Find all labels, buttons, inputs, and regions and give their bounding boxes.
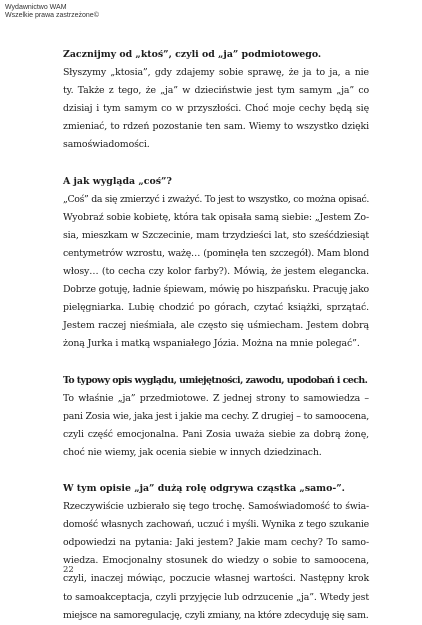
text-line: domość własnych zachowań, uczuć i myśli. Wynika z tego szukanie xyxy=(63,519,369,531)
text-line: zmieniać, to rdzeń pozostanie ten sam. Wiemy to wszystko dzięki xyxy=(63,121,369,133)
text-line: to samoakceptacja, czyli przyjęcie lub odrzucenie „ja”. Wtedy jest xyxy=(63,591,369,603)
text-line: Słyszymy „ktosia”, gdy zdajemy sobie sprawę, że ja to ja, a nie xyxy=(63,67,369,79)
text-line: sia, mieszkam w Szczecinie, mam trzydzieści lat, sto sześćdziesiąt xyxy=(63,229,369,241)
section-ktos xyxy=(63,46,369,155)
text-line: Wyobraź sobie kobietę, która tak opisała samą siebie: „Jestem Zo- xyxy=(63,211,369,223)
text-line: „Coś” da się zmierzyć i zważyć. To jest to wszystko, co można opisać. xyxy=(63,193,369,205)
text-line: choć nie wiemy, jak ocenia siebie w innych dziedzinach. xyxy=(63,446,322,458)
section-heading: Zacznijmy od „ktoś”, czyli od „ja” podmiotowego. xyxy=(63,49,322,60)
text-line: czyli, inaczej mówiąc, poczucie własnej wartości. Następny krok xyxy=(63,573,369,585)
section-typowy-opis xyxy=(63,372,369,462)
text-line: centymetrów wzrostu, ważę… (pominęła ten szczegół). Mam blond xyxy=(63,247,369,259)
text-line: ty. Także z tego, że „ja” w dzieciństwie jest tym samym „ja” co xyxy=(63,85,369,97)
text-line: Rzeczywiście uzbierało się tego trochę. Samoświadomość to świa- xyxy=(63,501,369,513)
text-line: dzisiaj i tym samym co w przyszłości. Choć moje cechy będą się xyxy=(63,103,369,115)
text-line: miejsce na samoregulację, czyli zmiany, na które zdecyduję się sam. xyxy=(63,609,369,621)
text-line: wiedza. Emocjonalny stosunek do wiedzy o sobie to samoocena, xyxy=(63,555,369,567)
text-line: włosy… (to cecha czy kolor farby?). Mówią, że jestem elegancka. xyxy=(63,266,369,278)
section-heading: To typowy opis wyglądu, umiejętności, zawodu, upodobań i cech. xyxy=(63,374,368,386)
text-line: pielęgniarka. Lubię chodzić po górach, czytać książki, sprzątać. xyxy=(63,302,369,314)
page-content xyxy=(63,46,369,625)
text-line: samoświadomości. xyxy=(63,139,150,151)
section-samo xyxy=(63,480,369,625)
section-heading: W tym opisie „ja” dużą rolę odgrywa cząstka „samo-”. xyxy=(63,482,345,494)
text-line: Jestem raczej nieśmiała, ale często się uśmiecham. Jestem dobrą xyxy=(63,320,369,332)
publisher-header xyxy=(5,4,99,20)
text-line: To właśnie „ja” przedmiotowe. Z jednej strony to samowiedza – xyxy=(63,392,369,404)
section-heading: A jak wygląda „coś”? xyxy=(63,175,172,187)
section-cos xyxy=(63,173,369,354)
text-line: pani Zosia wie, jaka jest i jakie ma cechy. Z drugiej – to samoocena, xyxy=(63,410,369,422)
text-line: odpowiedzi na pytania: Jaki jestem? Jakie mam cechy? To samo- xyxy=(63,537,369,549)
page-number: 22 xyxy=(63,565,74,575)
text-line: żoną Jurka i matką wspaniałego Józia. Można na mnie polegać”. xyxy=(63,338,360,350)
publisher-name: Wydawnictwo WAM xyxy=(5,4,67,11)
publisher-rights: Wszelkie prawa zastrzeżone© xyxy=(5,12,99,19)
text-line: czyli część emocjonalna. Pani Zosia uważa siebie za dobrą żonę, xyxy=(63,428,369,440)
text-line: Dobrze gotuję, ładnie śpiewam, mówię po hiszpańsku. Pracuję jako xyxy=(63,284,369,296)
